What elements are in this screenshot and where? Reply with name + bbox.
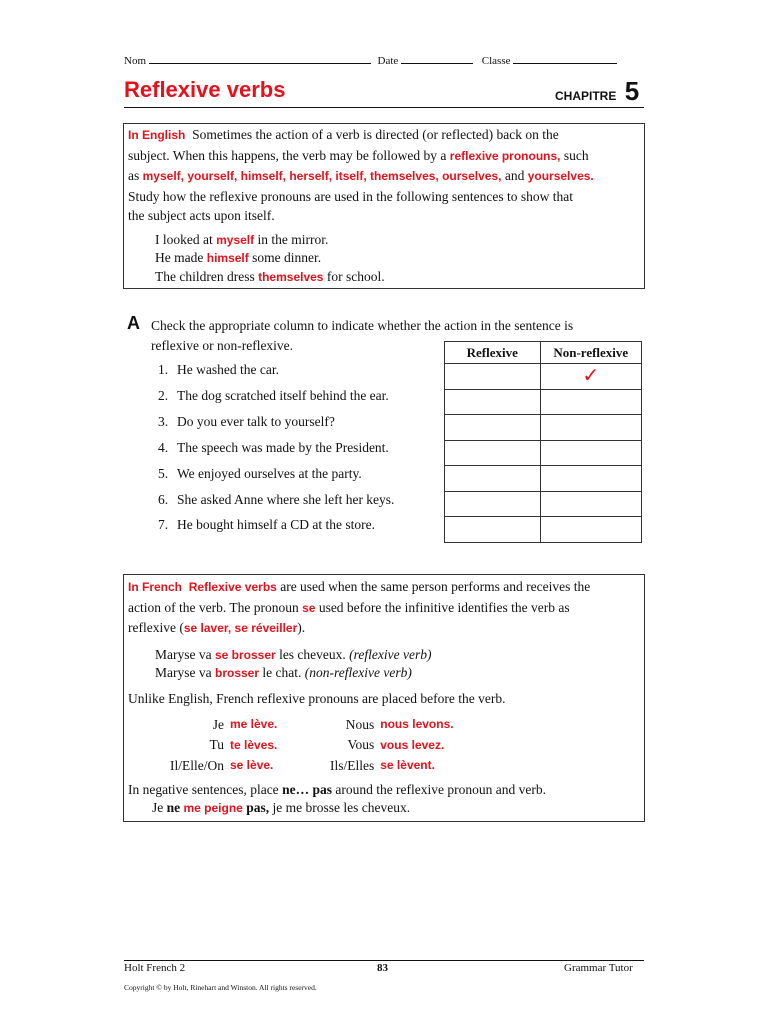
- chapitre-number: 5: [624, 76, 640, 106]
- answer-table: [444, 341, 642, 543]
- answer-cell[interactable]: [445, 415, 541, 441]
- col-reflexive-header: Reflexive: [445, 342, 541, 364]
- classe-label: Classe: [481, 55, 511, 67]
- french-line-1: In French Reflexive verbs are used when the same person performs and receives the: [128, 579, 591, 594]
- answer-cell[interactable]: [540, 364, 641, 390]
- answer-cell[interactable]: [445, 517, 541, 543]
- exercise-item: 1. He washed the car.: [158, 362, 279, 377]
- negative-example: Je ne me peigne pas, je me brosse les cheveux.: [152, 800, 411, 815]
- in-english-tag: In English: [128, 128, 186, 142]
- conjugation-table: [168, 714, 454, 776]
- french-example: Maryse va se brosser les cheveux. (reflexive verb): [155, 646, 432, 662]
- english-example: I looked at myself in the mirror.: [155, 231, 329, 247]
- date-label: Date: [377, 55, 399, 67]
- footer-copyright: Copyright © by Holt, Rinehart and Winston. All rights reserved.: [124, 983, 317, 992]
- nom-field[interactable]: [149, 53, 371, 64]
- english-example: The children dress themselves for school.: [155, 268, 385, 284]
- conjugation-row: Il/Elle/On se lève. Ils/Elles se lèvent.: [170, 757, 435, 773]
- exercise-item: 6. She asked Anne where she left her keys.: [158, 492, 395, 507]
- english-line-2: subject. When this happens, the verb may be followed by a reflexive pronouns, such: [128, 147, 589, 163]
- in-english-box: [123, 123, 645, 289]
- footer-right-title: Grammar Tutor: [564, 962, 633, 974]
- conjugation-row: Je me lève. Nous nous levons.: [212, 716, 454, 732]
- in-french-box: [123, 574, 645, 822]
- date-field[interactable]: [401, 53, 473, 64]
- footer-rule: [124, 960, 644, 961]
- footer-page-number: 83: [377, 962, 388, 974]
- header-rule: [124, 107, 644, 108]
- exercise-item: 2. The dog scratched itself behind the ear.: [158, 388, 389, 403]
- exercise-item: 5. We enjoyed ourselves at the party.: [158, 466, 362, 481]
- footer-book-title: Holt French 2: [124, 962, 186, 974]
- answer-cell[interactable]: [540, 466, 641, 492]
- french-line-2: action of the verb. The pronoun se used before the infinitive identifies the verb as: [128, 599, 570, 615]
- chapter-label: [555, 76, 639, 107]
- french-line-3: reflexive (se laver, se réveiller).: [128, 620, 306, 635]
- nom-label: Nom: [124, 55, 146, 67]
- conjugation-row: Tu te lèves. Vous vous levez.: [209, 737, 445, 752]
- exercise-item: 7. He bought himself a CD at the store.: [158, 517, 375, 532]
- chapitre-word: CHAPITRE: [555, 89, 617, 103]
- english-line-4: Study how the reflexive pronouns are used in the following sentences to show that: [128, 188, 574, 204]
- french-example: Maryse va brosser le chat. (non-reflexive verb): [155, 665, 412, 680]
- answer-cell[interactable]: [445, 389, 541, 415]
- answer-cell[interactable]: [540, 491, 641, 517]
- answer-cell[interactable]: [540, 415, 641, 441]
- answer-cell[interactable]: [445, 440, 541, 466]
- unlike-english-line: Unlike English, French reflexive pronouns are placed before the verb.: [128, 690, 506, 706]
- answer-cell[interactable]: [540, 389, 641, 415]
- answer-cell[interactable]: [445, 466, 541, 492]
- classe-field[interactable]: [513, 53, 617, 64]
- answer-cell[interactable]: [445, 491, 541, 517]
- name-date-class-line: [124, 53, 644, 67]
- answer-cell[interactable]: [540, 440, 641, 466]
- check-mark-icon: ✓: [582, 364, 600, 387]
- exercise-letter: A: [127, 313, 140, 333]
- negative-rule-line: In negative sentences, place ne… pas around the reflexive pronoun and verb.: [128, 781, 547, 797]
- french-examples: [155, 646, 640, 683]
- page-title: Reflexive verbs: [124, 77, 286, 102]
- answer-cell[interactable]: [540, 517, 641, 543]
- english-line-3: as myself, yourself, himself, herself, itself, themselves, ourselves, and yourselves.: [128, 168, 594, 183]
- english-example: He made himself some dinner.: [155, 250, 322, 265]
- col-nonreflexive-header: Non-reflexive: [540, 342, 641, 364]
- exercise-item: 3. Do you ever talk to yourself?: [158, 414, 335, 429]
- answer-cell[interactable]: [445, 364, 541, 390]
- in-french-tag: In French: [128, 580, 183, 594]
- exercise-instructions: Check the appropriate column to indicate whether the action in the sentence is reflexive or non-reflexive.: [151, 318, 574, 353]
- english-line-5: the subject acts upon itself.: [128, 208, 275, 223]
- english-examples: [155, 231, 638, 287]
- exercise-item: 4. The speech was made by the President.: [158, 440, 389, 455]
- english-line-1: In English Sometimes the action of a verb is directed (or reflected) back on the: [128, 127, 559, 142]
